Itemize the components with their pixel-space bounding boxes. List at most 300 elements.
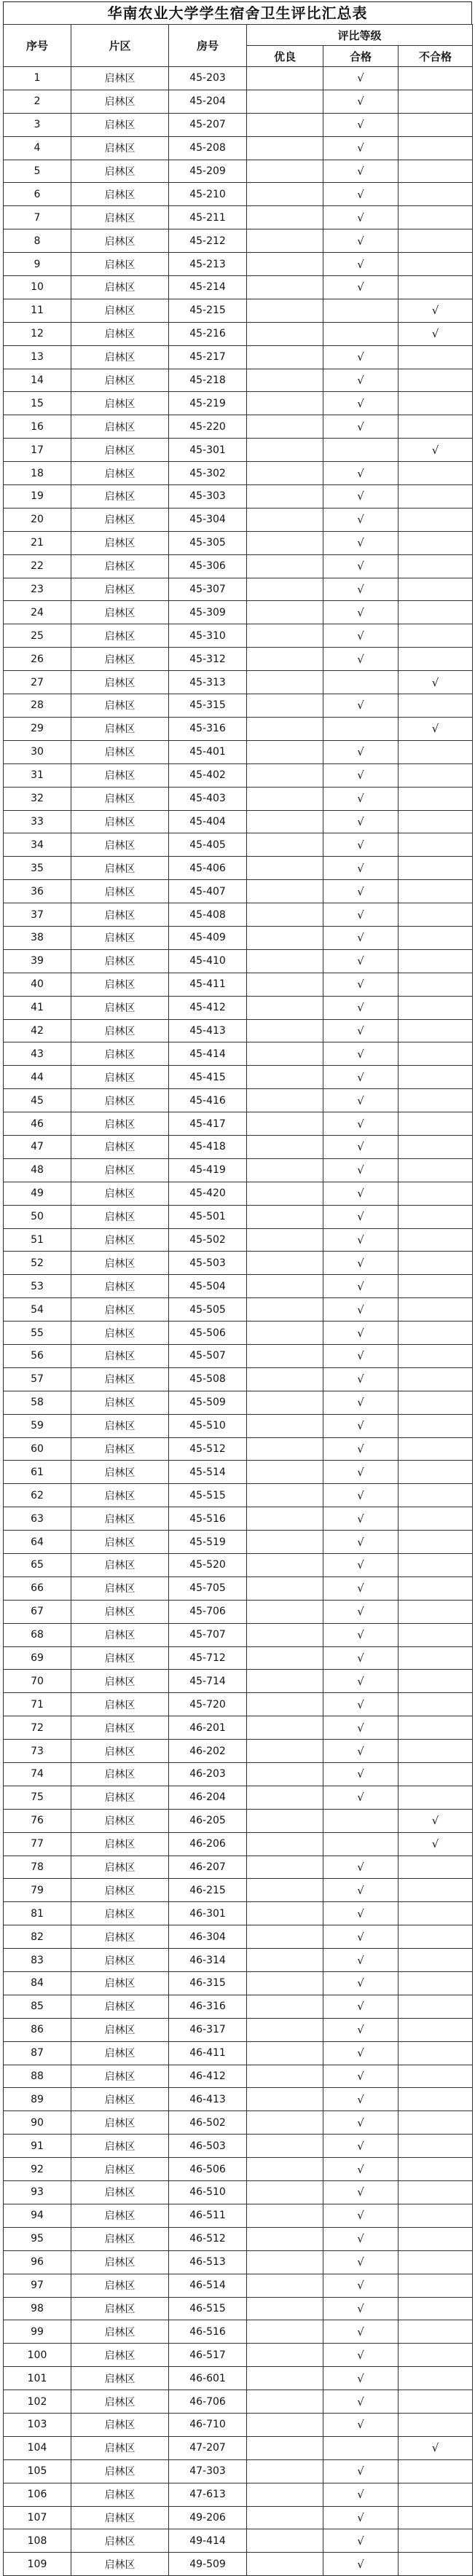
cell-pass: √	[323, 1275, 399, 1298]
cell-excellent	[247, 206, 323, 229]
cell-fail	[399, 1391, 473, 1414]
table-row	[4, 1832, 473, 1856]
table-row	[4, 2367, 473, 2390]
table-row	[4, 2041, 473, 2065]
cell-room: 45-503	[169, 1252, 247, 1275]
cell-fail	[399, 2459, 473, 2483]
cell-fail	[399, 485, 473, 508]
cell-seq: 96	[4, 2250, 71, 2274]
cell-room: 49-206	[169, 2506, 247, 2529]
cell-excellent	[247, 2018, 323, 2041]
cell-pass: √	[323, 1484, 399, 1507]
cell-room: 45-315	[169, 694, 247, 718]
cell-room: 46-503	[169, 2135, 247, 2158]
cell-fail	[399, 2065, 473, 2088]
cell-room: 45-302	[169, 462, 247, 485]
cell-area: 启林区	[71, 2181, 169, 2204]
cell-pass: √	[323, 485, 399, 508]
cell-excellent	[247, 345, 323, 369]
cell-seq: 104	[4, 2436, 71, 2459]
cell-excellent	[247, 2181, 323, 2204]
table-row	[4, 1716, 473, 1740]
cell-room: 49-414	[169, 2529, 247, 2553]
cell-pass	[323, 299, 399, 322]
cell-area: 启林区	[71, 1507, 169, 1531]
cell-fail	[399, 1600, 473, 1623]
table-row	[4, 2320, 473, 2344]
cell-fail	[399, 2041, 473, 2065]
table-row	[4, 1205, 473, 1228]
table-row	[4, 2344, 473, 2367]
cell-excellent	[247, 1925, 323, 1949]
table-row	[4, 1228, 473, 1252]
cell-pass: √	[323, 1949, 399, 1972]
table-row	[4, 2529, 473, 2553]
cell-seq: 102	[4, 2390, 71, 2414]
cell-seq: 95	[4, 2227, 71, 2250]
cell-area: 启林区	[71, 67, 169, 90]
cell-pass: √	[323, 903, 399, 927]
cell-room: 45-215	[169, 299, 247, 322]
cell-room: 45-514	[169, 1461, 247, 1484]
cell-area: 启林区	[71, 740, 169, 763]
cell-excellent	[247, 2297, 323, 2320]
cell-seq: 21	[4, 531, 71, 554]
cell-room: 45-413	[169, 1019, 247, 1042]
cell-area: 启林区	[71, 439, 169, 462]
cell-excellent	[247, 439, 323, 462]
cell-seq: 56	[4, 1344, 71, 1367]
cell-area: 启林区	[71, 2553, 169, 2576]
table-row	[4, 2413, 473, 2436]
cell-seq: 108	[4, 2529, 71, 2553]
cell-excellent	[247, 1158, 323, 1182]
cell-excellent	[247, 2088, 323, 2111]
cell-room: 45-216	[169, 322, 247, 345]
cell-excellent	[247, 113, 323, 136]
cell-excellent	[247, 531, 323, 554]
table-row	[4, 2227, 473, 2250]
cell-pass: √	[323, 2297, 399, 2320]
cell-seq: 29	[4, 717, 71, 740]
cell-excellent	[247, 160, 323, 183]
cell-excellent	[247, 880, 323, 903]
cell-fail	[399, 1646, 473, 1670]
table-row	[4, 183, 473, 206]
cell-seq: 36	[4, 880, 71, 903]
cell-excellent	[247, 2227, 323, 2250]
table-row	[4, 1925, 473, 1949]
cell-fail	[399, 1182, 473, 1205]
cell-pass: √	[323, 926, 399, 949]
cell-fail	[399, 1414, 473, 1437]
cell-excellent	[247, 392, 323, 415]
cell-room: 45-304	[169, 508, 247, 531]
table-row	[4, 1391, 473, 1414]
cell-area: 启林区	[71, 1205, 169, 1228]
cell-room: 45-415	[169, 1066, 247, 1089]
table-row	[4, 1995, 473, 2018]
cell-room: 45-219	[169, 392, 247, 415]
cell-excellent	[247, 1414, 323, 1437]
cell-seq: 2	[4, 90, 71, 113]
cell-fail	[399, 833, 473, 857]
cell-room: 45-220	[169, 415, 247, 439]
table-row	[4, 1600, 473, 1623]
table-row	[4, 345, 473, 369]
cell-seq: 33	[4, 810, 71, 833]
cell-room: 45-705	[169, 1576, 247, 1600]
table-row	[4, 1507, 473, 1531]
cell-pass: √	[323, 1925, 399, 1949]
cell-area: 启林区	[71, 1089, 169, 1112]
cell-seq: 99	[4, 2320, 71, 2344]
cell-excellent	[247, 2204, 323, 2227]
cell-room: 45-519	[169, 1531, 247, 1554]
cell-room: 45-214	[169, 276, 247, 299]
cell-area: 启林区	[71, 1972, 169, 1995]
cell-area: 启林区	[71, 485, 169, 508]
cell-fail	[399, 1344, 473, 1367]
cell-area: 启林区	[71, 299, 169, 322]
cell-fail	[399, 1507, 473, 1531]
cell-pass: √	[323, 1228, 399, 1252]
table-row	[4, 1693, 473, 1716]
cell-seq: 43	[4, 1042, 71, 1066]
cell-area: 启林区	[71, 2158, 169, 2181]
sheet-title: 华南农业大学学生宿舍卫生评比汇总表	[3, 1, 472, 24]
cell-seq: 97	[4, 2274, 71, 2297]
cell-area: 启林区	[71, 1298, 169, 1322]
cell-room: 45-714	[169, 1670, 247, 1693]
cell-area: 启林区	[71, 1600, 169, 1623]
cell-area: 启林区	[71, 1856, 169, 1879]
cell-pass: √	[323, 2274, 399, 2297]
cell-excellent	[247, 1879, 323, 1902]
cell-pass: √	[323, 2041, 399, 2065]
table-row	[4, 113, 473, 136]
cell-pass: √	[323, 462, 399, 485]
cell-seq: 25	[4, 624, 71, 648]
table-row	[4, 1670, 473, 1693]
cell-excellent	[247, 2158, 323, 2181]
cell-area: 启林区	[71, 2135, 169, 2158]
cell-seq: 98	[4, 2297, 71, 2320]
cell-room: 45-208	[169, 136, 247, 160]
cell-fail	[399, 1042, 473, 1066]
cell-excellent	[247, 2459, 323, 2483]
cell-seq: 89	[4, 2088, 71, 2111]
cell-pass: √	[323, 1554, 399, 1577]
cell-seq: 44	[4, 1066, 71, 1089]
cell-seq: 76	[4, 1809, 71, 1832]
cell-room: 45-416	[169, 1089, 247, 1112]
cell-seq: 18	[4, 462, 71, 485]
table-row	[4, 206, 473, 229]
cell-excellent	[247, 763, 323, 787]
cell-area: 启林区	[71, 1646, 169, 1670]
cell-fail	[399, 1367, 473, 1391]
cell-pass: √	[323, 1879, 399, 1902]
table-row	[4, 1298, 473, 1322]
cell-fail	[399, 1576, 473, 1600]
cell-fail	[399, 1461, 473, 1484]
cell-area: 启林区	[71, 1716, 169, 1740]
cell-fail	[399, 160, 473, 183]
cell-room: 45-401	[169, 740, 247, 763]
cell-seq: 79	[4, 1879, 71, 1902]
cell-excellent	[247, 1693, 323, 1716]
table-row	[4, 2111, 473, 2135]
table-row	[4, 740, 473, 763]
cell-pass: √	[323, 1740, 399, 1763]
header-seq: 序号	[4, 25, 71, 67]
cell-excellent	[247, 810, 323, 833]
cell-area: 启林区	[71, 2250, 169, 2274]
cell-fail	[399, 1112, 473, 1136]
cell-area: 启林区	[71, 345, 169, 369]
cell-fail: √	[399, 1832, 473, 1856]
cell-seq: 5	[4, 160, 71, 183]
cell-room: 45-211	[169, 206, 247, 229]
cell-pass: √	[323, 2344, 399, 2367]
cell-room: 45-417	[169, 1112, 247, 1136]
cell-seq: 30	[4, 740, 71, 763]
cell-seq: 84	[4, 1972, 71, 1995]
cell-room: 45-303	[169, 485, 247, 508]
table-header	[4, 25, 473, 67]
cell-area: 启林区	[71, 2320, 169, 2344]
table-row	[4, 1576, 473, 1600]
cell-seq: 11	[4, 299, 71, 322]
cell-area: 启林区	[71, 1367, 169, 1391]
cell-seq: 35	[4, 857, 71, 880]
cell-seq: 81	[4, 1902, 71, 1925]
cell-pass: √	[323, 1252, 399, 1275]
cell-excellent	[247, 973, 323, 996]
cell-pass: √	[323, 1089, 399, 1112]
cell-area: 启林区	[71, 833, 169, 857]
cell-excellent	[247, 2367, 323, 2390]
cell-seq: 27	[4, 671, 71, 694]
cell-room: 46-215	[169, 1879, 247, 1902]
cell-area: 启林区	[71, 1925, 169, 1949]
table-row	[4, 90, 473, 113]
cell-pass: √	[323, 2088, 399, 2111]
cell-pass: √	[323, 1670, 399, 1693]
cell-fail	[399, 1623, 473, 1646]
cell-area: 启林区	[71, 1461, 169, 1484]
cell-seq: 103	[4, 2413, 71, 2436]
cell-seq: 26	[4, 648, 71, 671]
cell-excellent	[247, 90, 323, 113]
cell-room: 46-317	[169, 2018, 247, 2041]
cell-excellent	[247, 2065, 323, 2088]
cell-pass: √	[323, 1112, 399, 1136]
cell-seq: 7	[4, 206, 71, 229]
cell-area: 启林区	[71, 578, 169, 601]
cell-excellent	[247, 1042, 323, 1066]
cell-pass: √	[323, 2065, 399, 2088]
cell-seq: 77	[4, 1832, 71, 1856]
cell-area: 启林区	[71, 2367, 169, 2390]
cell-area: 启林区	[71, 1531, 169, 1554]
cell-pass: √	[323, 2506, 399, 2529]
cell-area: 启林区	[71, 1322, 169, 1345]
cell-seq: 8	[4, 229, 71, 253]
cell-fail	[399, 2018, 473, 2041]
cell-pass: √	[323, 508, 399, 531]
cell-fail	[399, 880, 473, 903]
cell-excellent	[247, 462, 323, 485]
cell-seq: 31	[4, 763, 71, 787]
cell-pass: √	[323, 1716, 399, 1740]
table-row	[4, 2250, 473, 2274]
cell-room: 46-316	[169, 1995, 247, 2018]
cell-area: 启林区	[71, 810, 169, 833]
cell-pass: √	[323, 90, 399, 113]
cell-excellent	[247, 276, 323, 299]
cell-fail	[399, 2344, 473, 2367]
cell-room: 45-418	[169, 1135, 247, 1158]
cell-area: 启林区	[71, 2088, 169, 2111]
cell-seq: 70	[4, 1670, 71, 1693]
cell-seq: 1	[4, 67, 71, 90]
table-row	[4, 299, 473, 322]
cell-fail	[399, 508, 473, 531]
cell-excellent	[247, 601, 323, 624]
cell-fail: √	[399, 322, 473, 345]
cell-area: 启林区	[71, 1042, 169, 1066]
cell-seq: 92	[4, 2158, 71, 2181]
cell-room: 45-410	[169, 949, 247, 973]
cell-room: 45-509	[169, 1391, 247, 1414]
cell-area: 启林区	[71, 1228, 169, 1252]
cell-seq: 46	[4, 1112, 71, 1136]
cell-excellent	[247, 1135, 323, 1158]
cell-room: 45-510	[169, 1414, 247, 1437]
table-row	[4, 1740, 473, 1763]
cell-area: 启林区	[71, 2483, 169, 2506]
table-row	[4, 2065, 473, 2088]
cell-area: 启林区	[71, 2204, 169, 2227]
cell-excellent	[247, 1809, 323, 1832]
summary-sheet	[3, 1, 472, 2576]
cell-room: 46-502	[169, 2111, 247, 2135]
table-row	[4, 2274, 473, 2297]
cell-fail	[399, 949, 473, 973]
cell-pass: √	[323, 2204, 399, 2227]
cell-seq: 101	[4, 2367, 71, 2390]
cell-seq: 64	[4, 1531, 71, 1554]
table-row	[4, 1322, 473, 1345]
cell-excellent	[247, 322, 323, 345]
cell-pass: √	[323, 1344, 399, 1367]
table-row	[4, 2553, 473, 2576]
cell-room: 45-213	[169, 253, 247, 276]
cell-room: 47-207	[169, 2436, 247, 2459]
cell-excellent	[247, 740, 323, 763]
table-row	[4, 1461, 473, 1484]
table-row	[4, 2181, 473, 2204]
cell-seq: 45	[4, 1089, 71, 1112]
cell-area: 启林区	[71, 903, 169, 927]
cell-area: 启林区	[71, 787, 169, 810]
table-row	[4, 763, 473, 787]
cell-pass: √	[323, 2227, 399, 2250]
table-row	[4, 694, 473, 718]
cell-fail	[399, 648, 473, 671]
cell-area: 启林区	[71, 1414, 169, 1437]
cell-pass: √	[323, 740, 399, 763]
cell-room: 45-306	[169, 554, 247, 578]
cell-pass: √	[323, 160, 399, 183]
table-row	[4, 369, 473, 392]
cell-pass: √	[323, 1856, 399, 1879]
table-row	[4, 578, 473, 601]
cell-fail	[399, 2483, 473, 2506]
cell-excellent	[247, 369, 323, 392]
cell-room: 45-301	[169, 439, 247, 462]
cell-area: 启林区	[71, 1158, 169, 1182]
cell-area: 启林区	[71, 2390, 169, 2414]
cell-area: 启林区	[71, 2413, 169, 2436]
cell-excellent	[247, 1670, 323, 1693]
cell-fail	[399, 1298, 473, 1322]
cell-seq: 78	[4, 1856, 71, 1879]
cell-excellent	[247, 1716, 323, 1740]
cell-seq: 88	[4, 2065, 71, 2088]
cell-excellent	[247, 1367, 323, 1391]
header-excellent: 优良	[247, 46, 323, 67]
cell-excellent	[247, 508, 323, 531]
cell-area: 启林区	[71, 949, 169, 973]
cell-excellent	[247, 1646, 323, 1670]
cell-pass: √	[323, 253, 399, 276]
table-row	[4, 136, 473, 160]
cell-area: 启林区	[71, 113, 169, 136]
cell-fail	[399, 2181, 473, 2204]
table-row	[4, 1414, 473, 1437]
cell-fail	[399, 763, 473, 787]
cell-area: 启林区	[71, 1275, 169, 1298]
cell-excellent	[247, 183, 323, 206]
cell-pass: √	[323, 1205, 399, 1228]
table-row	[4, 508, 473, 531]
cell-excellent	[247, 1507, 323, 1531]
cell-excellent	[247, 2390, 323, 2414]
cell-seq: 93	[4, 2181, 71, 2204]
cell-excellent	[247, 2436, 323, 2459]
cell-room: 46-202	[169, 1740, 247, 1763]
cell-room: 46-206	[169, 1832, 247, 1856]
header-area: 片区	[71, 25, 169, 67]
cell-room: 46-411	[169, 2041, 247, 2065]
cell-pass: √	[323, 1391, 399, 1414]
header-room: 房号	[169, 25, 247, 67]
cell-pass: √	[323, 1298, 399, 1322]
cell-area: 启林区	[71, 531, 169, 554]
cell-seq: 15	[4, 392, 71, 415]
cell-seq: 87	[4, 2041, 71, 2065]
cell-fail: √	[399, 1809, 473, 1832]
table-row	[4, 1902, 473, 1925]
table-row	[4, 926, 473, 949]
table-row	[4, 671, 473, 694]
table-row	[4, 2436, 473, 2459]
table-row	[4, 996, 473, 1019]
cell-seq: 72	[4, 1716, 71, 1740]
